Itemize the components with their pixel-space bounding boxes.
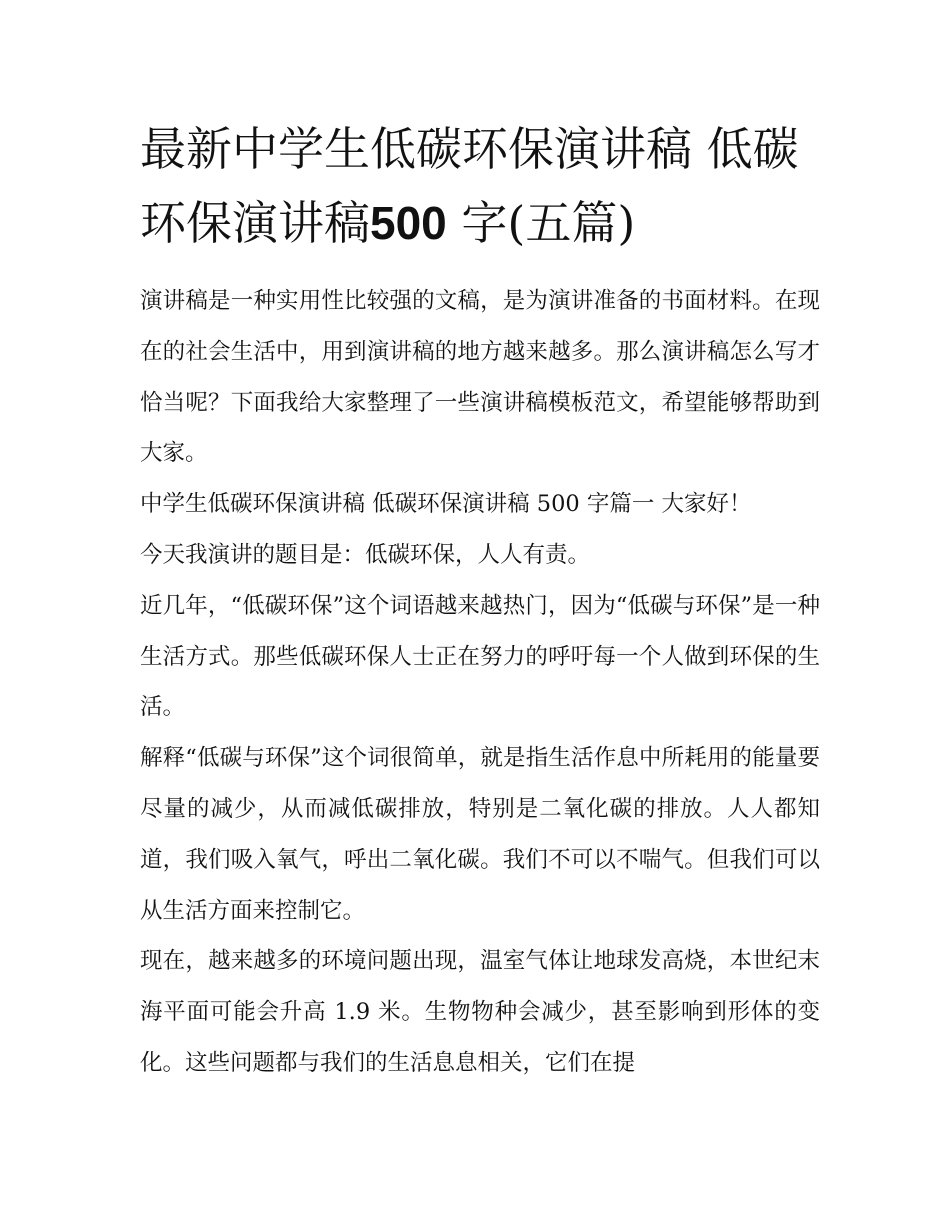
- paragraph-explanation: 解释“低碳与环保”这个词很简单，就是指生活作息中所耗用的能量要尽量的减少，从而减低碳排放，特别是二氧化碳的排放。人人都知道，我们吸入氧气，呼出二氧化碳。我们不可以不喘气。但我们可以从生活方面来控制它。: [140, 745, 820, 924]
- paragraph-section-heading: 中学生低碳环保演讲稿 低碳环保演讲稿 500 字篇一 大家好！: [140, 491, 752, 518]
- paragraph-intro: 演讲稿是一种实用性比较强的文稿，是为演讲准备的书面材料。在现在的社会生活中，用到演讲稿的地方越来越多。那么演讲稿怎么写才恰当呢？下面我给大家整理了一些演讲稿模板范文，希望能够帮助到大家。: [140, 288, 820, 467]
- title-text-part1: 最新中学生低碳环保演讲稿 低碳环保演讲稿: [140, 122, 799, 250]
- paragraph-recent-years: 近几年，“低碳环保”这个词语越来越热门，因为“低碳与环保”是一种生活方式。那些低碳环保人士正在努力的呼吁每一个人做到环保的生活。: [140, 592, 820, 721]
- paragraph-environment-issues: 现在，越来越多的环境问题出现，温室气体让地球发高烧，本世纪末海平面可能会升高 1.9 米。生物物种会减少，甚至影响到形体的变化。这些问题都与我们的生活息息相关，它们在提: [140, 948, 820, 1076]
- document-title: [140, 112, 820, 260]
- paragraph-topic: 今天我演讲的题目是：低碳环保，人人有责。: [140, 541, 591, 568]
- title-text-number: 500: [370, 197, 447, 249]
- title-text-part2: 字(五篇): [446, 196, 636, 250]
